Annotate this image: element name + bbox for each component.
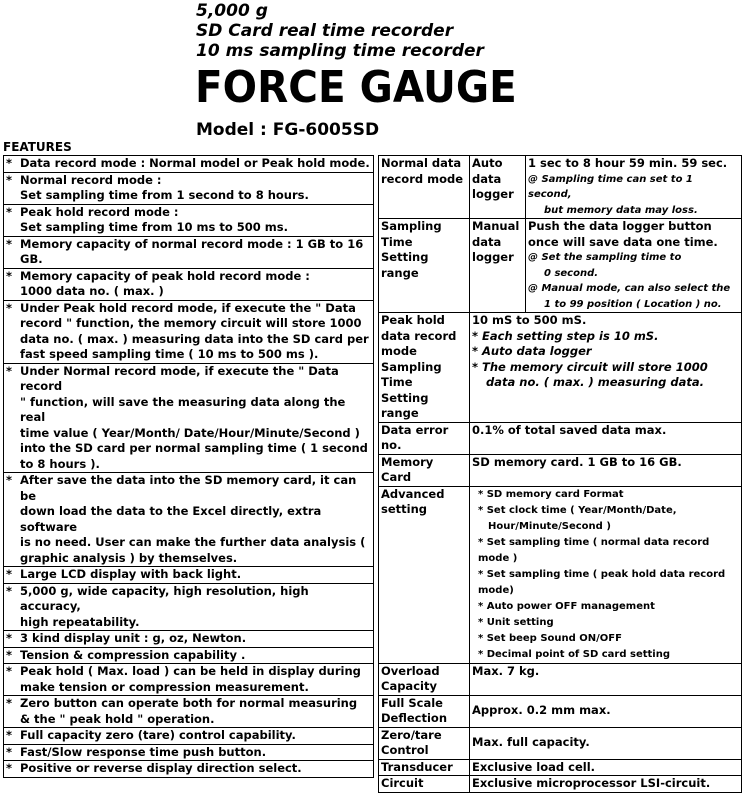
feature-row	[4, 696, 374, 728]
feature-row	[4, 268, 374, 300]
feature-row	[4, 744, 374, 761]
sd-recorder-heading: SD Card real time recorder	[196, 21, 454, 41]
spec-value: Exclusive microprocessor LSI-circuit.	[470, 776, 742, 793]
sampling-heading: 10 ms sampling time recorder	[196, 41, 484, 61]
features-table	[3, 155, 374, 778]
feature-text	[16, 744, 374, 761]
feature-row	[4, 300, 374, 363]
capacity-heading: 5,000 g	[196, 1, 268, 21]
spec-label: Circuit	[379, 776, 470, 793]
spec-value: SD memory card. 1 GB to 16 GB.	[470, 454, 742, 486]
feature-line: Memory capacity of peak hold record mode :	[20, 268, 310, 283]
feature-row	[4, 761, 374, 778]
spec-value: 1 sec to 8 hour 59 min. 59 sec. @ Sampling time can set to 1 second, but memory data may loss.	[526, 156, 742, 219]
feature-text	[16, 156, 374, 173]
feature-text	[16, 761, 374, 778]
feature-line: Memory capacity of normal record mode : 1 GB to 16 GB.	[20, 236, 364, 266]
bullet-star: *	[4, 204, 17, 236]
spec-row-overload	[379, 663, 742, 695]
bullet-star: *	[4, 664, 17, 696]
spec-row-sampling-time	[379, 219, 742, 313]
feature-line: Data record mode : Normal model or Peak hold mode.	[20, 156, 370, 170]
feature-text	[16, 631, 374, 648]
feature-row	[4, 583, 374, 631]
feature-line: Fast/Slow response time push button.	[20, 744, 267, 759]
feature-line: Positive or reverse display direction select.	[20, 761, 302, 775]
feature-line: Under Normal record mode, if execute the " Data record	[20, 363, 339, 393]
feature-line: fast speed sampling time ( 10 ms to 500 ms ).	[20, 347, 319, 361]
feature-line: time value ( Year/Month/ Date/Hour/Minute/Second )	[20, 425, 360, 440]
spec-row-circuit	[379, 776, 742, 793]
feature-line: 5,000 g, wide capacity, high resolution, high accuracy,	[20, 583, 309, 613]
feature-line: record " function, the memory circuit will store 1000	[20, 316, 362, 330]
bullet-star: *	[4, 631, 17, 648]
spec-value: Exclusive load cell.	[470, 759, 742, 776]
feature-row	[4, 363, 374, 473]
spec-value: Approx. 0.2 mm max.	[470, 695, 742, 727]
feature-line: into the SD card per normal sampling time ( 1 second	[20, 441, 368, 455]
spec-value: Max. 7 kg.	[470, 663, 742, 695]
spec-row-zero-tare	[379, 727, 742, 759]
spec-label: Overload Capacity	[379, 663, 470, 695]
bullet-star: *	[4, 761, 17, 778]
feature-text	[16, 204, 374, 236]
spec-row-full-scale	[379, 695, 742, 727]
spec-label: Peak hold data record mode Sampling Time Setting range	[379, 313, 470, 423]
feature-line: 1000 data no. ( max. )	[20, 284, 164, 298]
spec-row-memory-card	[379, 454, 742, 486]
feature-text	[16, 300, 374, 363]
feature-line: Normal record mode :	[20, 172, 162, 187]
feature-line: Set sampling time from 10 ms to 500 ms.	[20, 220, 288, 234]
bullet-star: *	[4, 172, 17, 204]
feature-row	[4, 236, 374, 268]
feature-text	[16, 647, 374, 664]
bullet-star: *	[4, 567, 17, 584]
bullet-star: *	[4, 236, 17, 268]
feature-row	[4, 567, 374, 584]
feature-line: Peak hold record mode :	[20, 204, 179, 219]
feature-text	[16, 236, 374, 268]
feature-line: Set sampling time from 1 second to 8 hours.	[20, 188, 309, 202]
feature-line: high repeatability.	[20, 614, 140, 629]
feature-row	[4, 204, 374, 236]
spec-label: Data error no.	[379, 422, 470, 454]
feature-line: graphic analysis ) by themselves.	[20, 550, 238, 565]
spec-row-transducer	[379, 759, 742, 776]
feature-text	[16, 268, 374, 300]
feature-row	[4, 172, 374, 204]
feature-line: Full capacity zero (tare) control capability.	[20, 728, 296, 742]
model-number: Model : FG-6005SD	[196, 120, 380, 140]
feature-line: " function, will save the measuring data along the real	[20, 394, 346, 424]
feature-line: to 8 hours ).	[20, 456, 100, 471]
feature-text	[16, 363, 374, 473]
spec-label: Transducer	[379, 759, 470, 776]
feature-row	[4, 156, 374, 173]
bullet-star: *	[4, 300, 17, 363]
spec-sublabel: Manual data logger	[470, 219, 526, 313]
bullet-star: *	[4, 363, 17, 473]
bullet-star: *	[4, 696, 17, 728]
feature-line: Large LCD display with back light.	[20, 567, 242, 581]
feature-line: is no need. User can make the further data analysis (	[20, 535, 366, 549]
spec-label: Memory Card	[379, 454, 470, 486]
feature-row	[4, 631, 374, 648]
feature-line: 3 kind display unit : g, oz, Newton.	[20, 631, 247, 645]
bullet-star: *	[4, 583, 17, 631]
feature-text	[16, 172, 374, 204]
spec-label: Full Scale Deflection	[379, 695, 470, 727]
spec-label: Normal data record mode	[379, 156, 470, 219]
spec-row-peak-hold	[379, 313, 742, 423]
bullet-star: *	[4, 647, 17, 664]
feature-line: Peak hold ( Max. load ) can be held in display during	[20, 664, 361, 678]
spec-value: * SD memory card Format * Set clock time ( Year/Month/Date, Hour/Minute/Second ) * Set sampling time ( normal data record mode ) * Set sampling time ( peak hold data record mode) * Auto power OFF management * Unit setting * Set beep Sound ON/OFF * Decimal point of SD card setting	[470, 486, 742, 663]
spec-value: Max. full capacity.	[470, 727, 742, 759]
spec-value: Push the data logger button once will save data one time. @ Set the sampling time to 0 second. @ Manual mode, can also select the 1 to 99 position ( Location ) no.	[526, 219, 742, 313]
feature-line: Zero button can operate both for normal measuring	[20, 696, 358, 710]
feature-line: make tension or compression measurement.	[20, 679, 309, 694]
feature-text	[16, 728, 374, 745]
spec-label: Sampling Time Setting range	[379, 219, 470, 313]
feature-row	[4, 647, 374, 664]
spec-value: 10 mS to 500 mS. * Each setting step is 10 mS. * Auto data logger * The memory circuit will store 1000 data no. ( max. ) measuring data.	[470, 313, 742, 423]
feature-row	[4, 473, 374, 567]
feature-text	[16, 473, 374, 567]
spec-row-data-error	[379, 422, 742, 454]
feature-line: data no. ( max. ) measuring data into the SD card per	[20, 331, 369, 346]
feature-line: Tension & compression capability .	[20, 647, 246, 662]
feature-text	[16, 583, 374, 631]
spec-label: Zero/tare Control	[379, 727, 470, 759]
spec-sublabel: Auto data logger	[470, 156, 526, 219]
spec-row-normal-record	[379, 156, 742, 219]
feature-text	[16, 696, 374, 728]
features-heading: FEATURES	[3, 140, 72, 154]
bullet-star: *	[4, 473, 17, 567]
spec-row-advanced	[379, 486, 742, 663]
feature-line: & the " peak hold " operation.	[20, 711, 215, 726]
bullet-star: *	[4, 268, 17, 300]
specifications-table	[378, 155, 742, 793]
feature-row	[4, 728, 374, 745]
feature-line: Under Peak hold record mode, if execute the " Data	[20, 300, 356, 315]
feature-text	[16, 567, 374, 584]
bullet-star: *	[4, 728, 17, 745]
bullet-star: *	[4, 156, 17, 173]
page-title: FORCE GAUGE	[195, 62, 517, 113]
feature-line: After save the data into the SD memory card, it can be	[20, 473, 357, 503]
bullet-star: *	[4, 744, 17, 761]
spec-label: Advanced setting	[379, 486, 470, 663]
feature-line: down load the data to the Excel directly, extra software	[20, 504, 322, 534]
spec-value: 0.1% of total saved data max.	[470, 422, 742, 454]
